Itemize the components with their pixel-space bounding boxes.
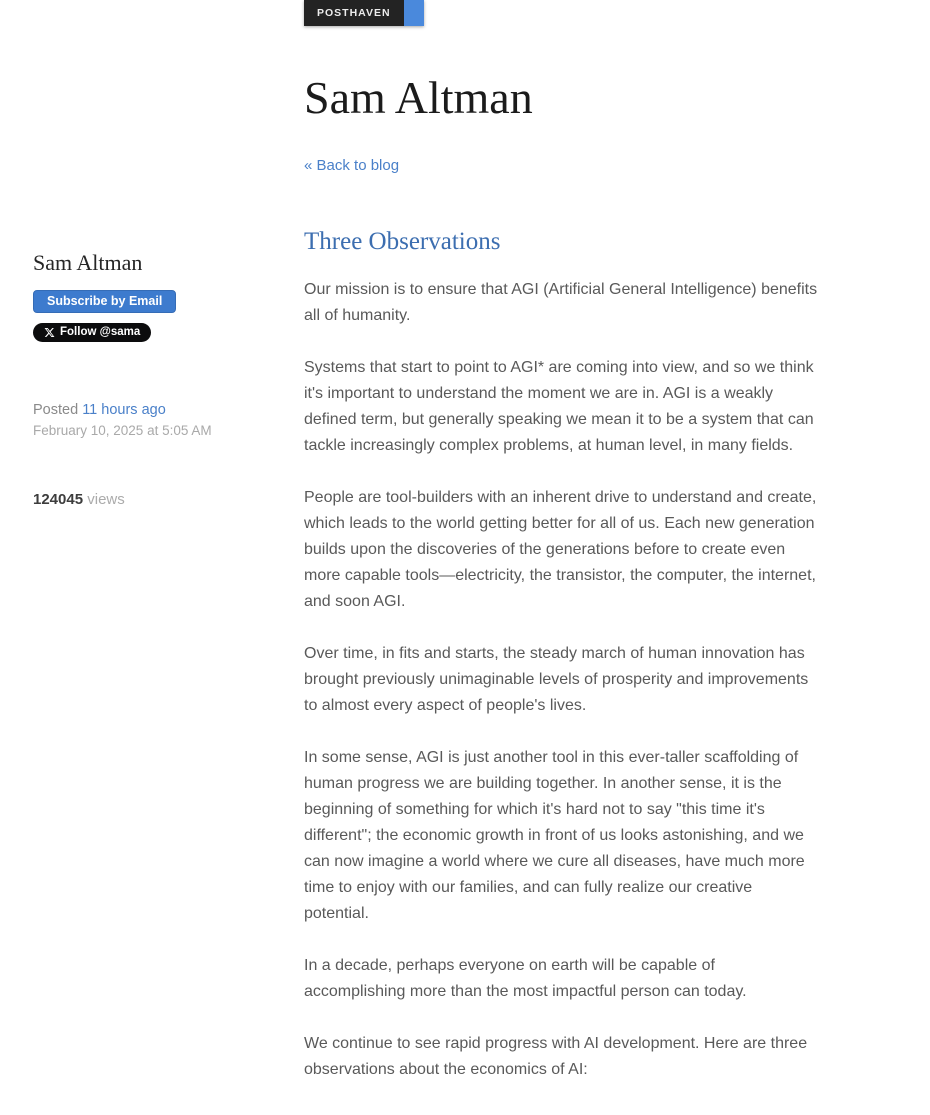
- posted-relative-time-link[interactable]: 11 hours ago: [82, 401, 166, 418]
- views-block: [33, 491, 278, 508]
- post-title-link[interactable]: Three Observations: [304, 227, 501, 255]
- post-paragraph: In some sense, AGI is just another tool in this ever-taller scaffolding of human progress we are building together. In another sense, it is the beginning of something for which it's hard not to say "this time it's different"; the economic growth in front of us looks astonishing, and we can now imagine a world where we cure all diseases, have much more time to enjoy with our families, and can fully realize our creative potential.: [304, 748, 805, 922]
- posthaven-badge-label: POSTHAVEN: [304, 0, 404, 26]
- post-paragraph: In a decade, perhaps everyone on earth will be capable of accomplishing more than the most impactful person can today.: [304, 956, 747, 1000]
- posted-label: Posted: [33, 401, 79, 418]
- follow-sama-button[interactable]: [33, 323, 151, 342]
- post-paragraph: We continue to see rapid progress with AI development. Here are three observations about the economics of AI:: [304, 1034, 808, 1078]
- post-paragraph: Systems that start to point to AGI* are coming into view, and so we think it's important to understand the moment we are in. AGI is a weakly defined term, but generally speaking we mean it to be a system that can tackle increasingly complex problems, at human level, in many fields.: [304, 358, 814, 454]
- back-to-blog-link[interactable]: « Back to blog: [304, 156, 400, 174]
- post-paragraph: People are tool-builders with an inherent drive to understand and create, which leads to the world getting better for all of us. Each new generation builds upon the discoveries of the generations before to create even more capable tools—electricity, the transistor, the computer, the internet, and soon AGI.: [304, 488, 817, 610]
- sidebar-author-name: Sam Altman: [33, 250, 143, 275]
- views-label: views: [87, 490, 125, 508]
- post-body: [304, 277, 819, 1083]
- sidebar: [33, 250, 278, 508]
- post-paragraph: Our mission is to ensure that AGI (Artificial General Intelligence) benefits all of humanity.: [304, 280, 818, 324]
- views-count: 124045: [33, 490, 84, 508]
- blog-title: Sam Altman: [304, 72, 533, 123]
- posted-block: [33, 402, 278, 438]
- subscribe-by-email-button[interactable]: Subscribe by Email: [33, 290, 176, 313]
- main-column: [304, 0, 819, 1109]
- posthaven-badge-accent-square: [404, 0, 424, 26]
- x-logo-icon: [44, 327, 55, 338]
- posthaven-badge[interactable]: [304, 0, 424, 26]
- post-paragraph: Over time, in fits and starts, the steady march of human innovation has brought previously unimaginable levels of prosperity and improvements to almost every aspect of people's lives.: [304, 644, 809, 714]
- follow-button-label: Follow @sama: [60, 326, 141, 339]
- posted-full-date: February 10, 2025 at 5:05 AM: [33, 422, 212, 438]
